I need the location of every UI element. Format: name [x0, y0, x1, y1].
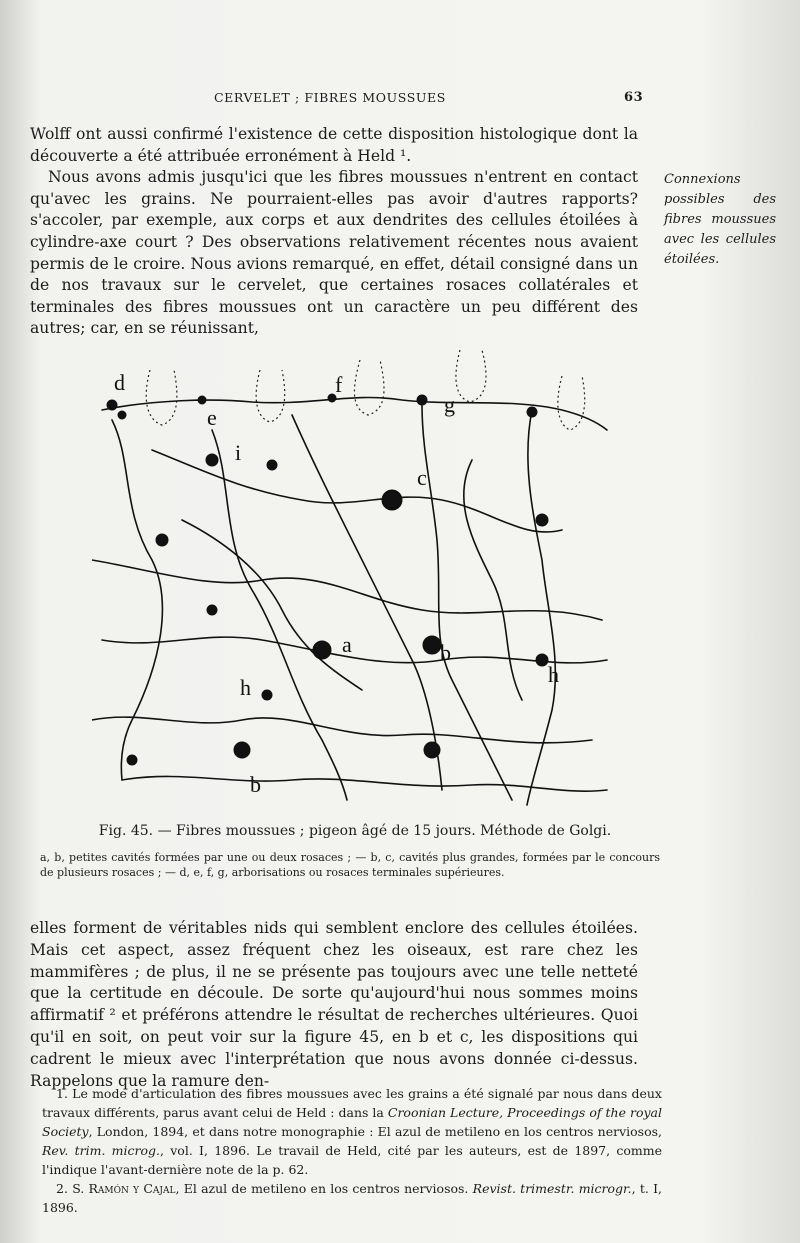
rosace: [267, 460, 277, 470]
golgi-drawing: [92, 340, 612, 810]
running-title: CERVELET ; FIBRES MOUSSUES: [214, 90, 446, 105]
figure-label-b-right: b: [440, 640, 451, 665]
moss-fibre: [92, 560, 602, 620]
footnote-1-number: 1.: [56, 1086, 68, 1101]
figure-legend: a, b, petites cavités formées par une ou deux rosaces ; — b, c, cavités plus grandes, formées par le concours de plusieurs rosaces ; — d, e, f, g, arborisations ou rosaces terminales supérieures.: [40, 851, 660, 879]
moss-fibre: [112, 420, 162, 780]
figure-label-g: g: [444, 392, 455, 417]
body-text-top: [30, 124, 638, 340]
figure-label-e: e: [207, 405, 217, 430]
paragraph-continued: Wolff ont aussi confirmé l'existence de cette disposition histologique dont la découverte a été attribuée erronément à Held ¹.: [30, 125, 638, 165]
figure-label-b-bottom: b: [250, 772, 261, 797]
footnote-2-number: 2.: [56, 1181, 68, 1196]
cavity-outline: [146, 370, 177, 425]
footnote-1: 1. Le mode d'articulation des fibres moussues avec les grains a été signalé par nous dans deux travaux différents, parus avant celui de Held : dans la Croonian Lecture, Proceedings of the royal Society, London, 1894, et dans notre monographie : El azul de metileno en los centros nerviosos, Rev. trim. microg., vol. I, 1896. Le travail de Held, cité par les auteurs, est de 1897, comme l'indique l'avant-dernière note de la p. 62.: [42, 1086, 662, 1177]
paragraph-fibres-contact: Nous avons admis jusqu'ici que les fibres moussues n'entrent en contact qu'avec les grains. Ne pourraient-elles pas avoir d'autres rapports? s'accoler, par exemple, aux corps et aux dendrites des cellules étoilées à cylindre-axe court ? Des observations relativement récentes nous avaient permis de le croire. Nous avions remarqué, en effet, détail consigné dans un de nos travaux sur le cervelet, que certaines rosaces collatérales et terminales des fibres moussues ont un caractère un peu différent des autres; car, en se réunissant,: [30, 168, 638, 338]
cavity-outline: [558, 376, 585, 430]
body-text-bottom: elles forment de véritables nids qui semblent enclore des cellules étoilées. Mais cet aspect, assez fréquent chez les oiseaux, est rare chez les mammifères ; de plus, il ne se présente pas toujours avec une telle netteté que la certitude en découle. De sorte qu'aujourd'hui nous sommes moins affirmatif ² et préférons attendre le résultat de recherches ultérieures. Quoi qu'il en soit, on peut voir sur la figure 45, en b et c, les dispositions qui cadrent le mieux avec l'interprétation que nous avons donnée ci-dessus. Rappelons que la ramure den-: [30, 919, 638, 1090]
moss-fibre: [527, 410, 555, 805]
rosace: [198, 396, 206, 404]
moss-fibre: [464, 460, 522, 700]
figure-label-f: f: [335, 372, 343, 397]
margin-note: Connexions possibles des fibres moussues avec les cellules étoilées.: [664, 172, 776, 267]
figure-label-d: d: [114, 370, 125, 395]
rosace: [118, 411, 126, 419]
rosace: [536, 654, 548, 666]
rosace: [234, 742, 250, 758]
moss-fibre: [102, 637, 607, 663]
moss-fibre: [182, 520, 362, 690]
moss-fibre: [122, 776, 607, 791]
figure-label-c: c: [417, 465, 427, 490]
figure-label-a: a: [342, 632, 352, 657]
rosace: [262, 690, 272, 700]
page-number: 63: [624, 90, 644, 105]
rosace: [423, 636, 441, 654]
figure-caption: Fig. 45. — Fibres moussues ; pigeon âgé de 15 jours. Méthode de Golgi.: [98, 823, 612, 839]
cavity-outline: [456, 350, 486, 402]
running-head: [0, 90, 800, 110]
figure-label-h-right: h: [548, 662, 559, 687]
cavity-outline: [256, 370, 285, 422]
rosace: [536, 514, 548, 526]
rosace: [156, 534, 168, 546]
rosace: [417, 395, 427, 405]
moss-fibre: [212, 430, 347, 800]
rosace: [313, 641, 331, 659]
rosace: [207, 605, 217, 615]
footnotes: [42, 1084, 662, 1217]
moss-fibre: [92, 717, 592, 743]
rosace: [206, 454, 218, 466]
rosace: [107, 400, 117, 410]
rosace: [382, 490, 402, 510]
rosace: [424, 742, 440, 758]
rosace: [527, 407, 537, 417]
footnote-2: 2. S. Ramón y Cajal, El azul de metileno en los centros nerviosos. Revist. trimestr. microgr., t. I, 1896.: [42, 1181, 662, 1215]
figure-45-drawing: [92, 340, 612, 810]
figure-label-i: i: [235, 440, 242, 465]
figure-label-h-left: h: [240, 675, 251, 700]
cavity-outline: [354, 360, 384, 415]
rosace: [127, 755, 137, 765]
